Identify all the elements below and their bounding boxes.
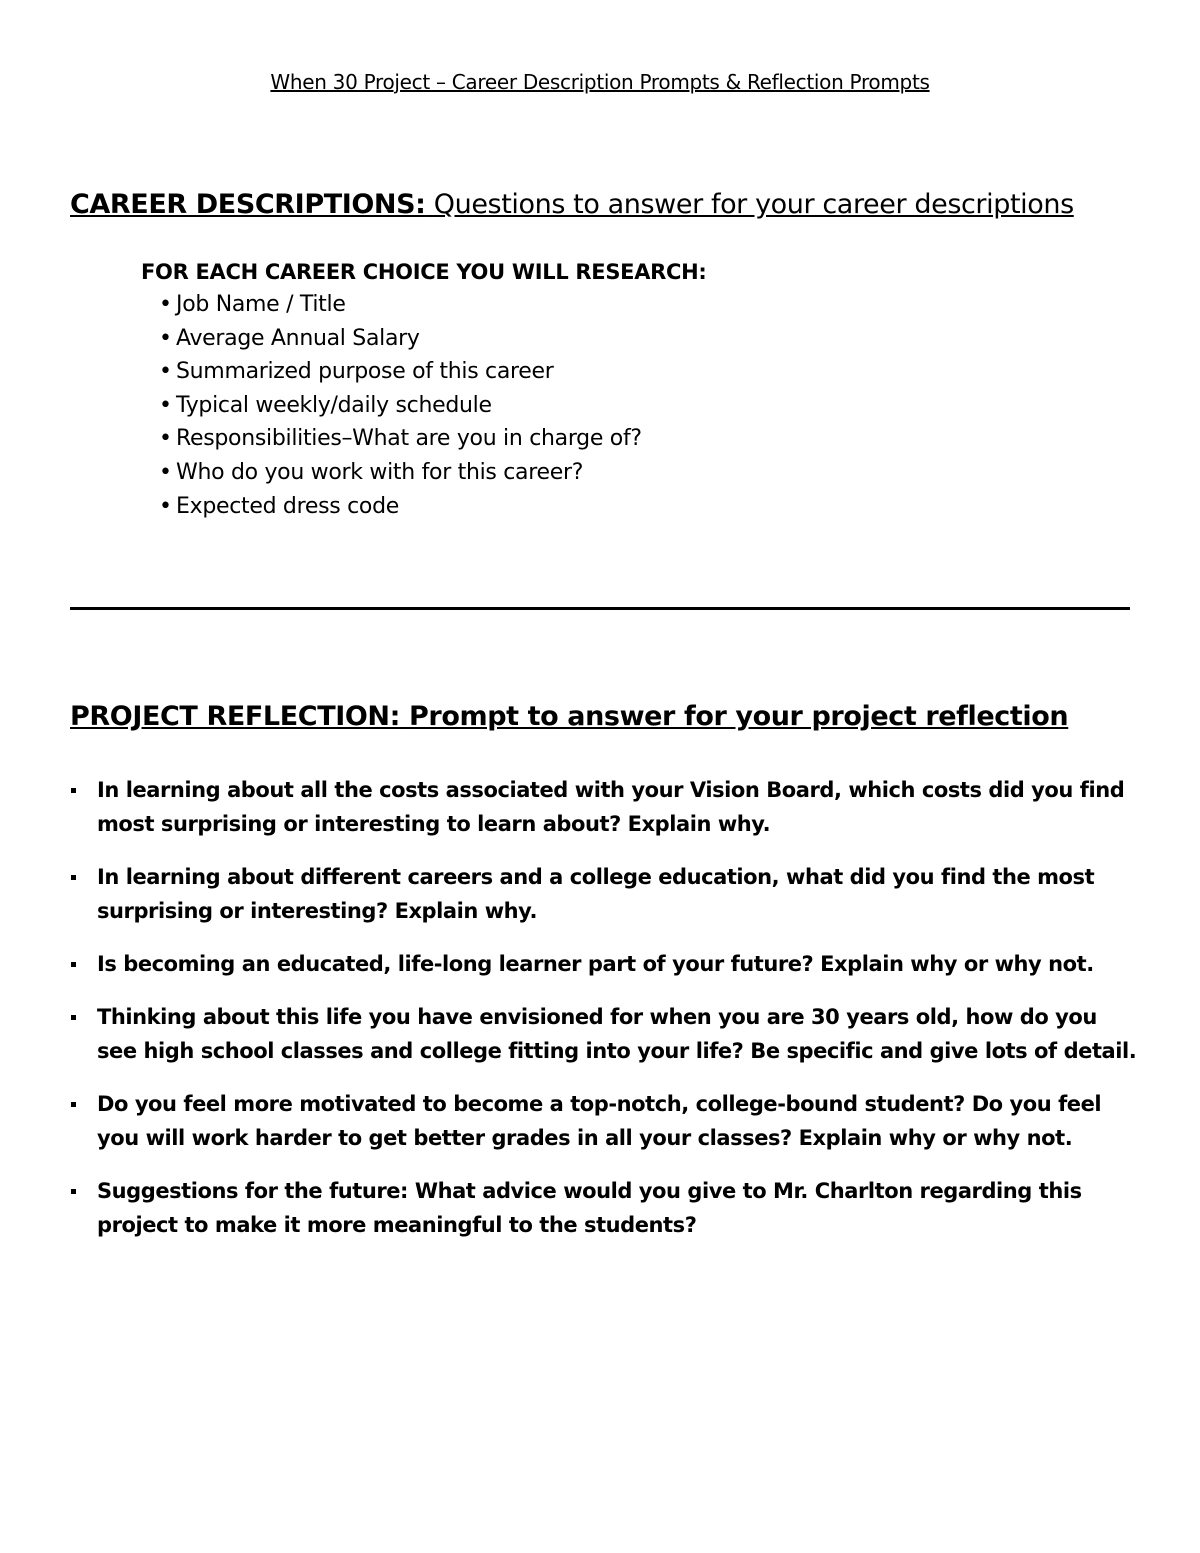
career-prompt-text: Typical weekly/daily schedule xyxy=(176,392,492,418)
career-descriptions-heading xyxy=(70,189,1074,220)
career-prompts-block xyxy=(141,258,707,525)
career-prompt-item xyxy=(159,424,707,458)
career-prompt-text: Who do you work with for this career? xyxy=(176,459,584,485)
reflection-prompt-text: In learning about all the costs associated with your Vision Board, which costs did you find most surprising or interesting to learn about? Explain why. xyxy=(97,778,1125,836)
square-bullet-icon xyxy=(71,1102,76,1107)
project-reflection-heading xyxy=(70,701,1068,732)
reflection-prompt-text: Suggestions for the future: What advice would you give to Mr. Charlton regarding this project to make it more meaningful to the students? xyxy=(97,1179,1082,1237)
reflection-prompt-item xyxy=(70,860,1140,928)
reflection-prompt-item xyxy=(70,773,1140,841)
reflection-prompt-item xyxy=(70,1000,1140,1068)
reflection-prompt-text: Thinking about this life you have envisioned for when you are 30 years old, how do you see high school classes and college fitting into your life? Be specific and give lots of detail. xyxy=(97,1005,1137,1063)
career-prompt-text: Job Name / Title xyxy=(176,292,346,317)
square-bullet-icon xyxy=(71,1015,76,1020)
bullet-icon: • xyxy=(159,392,172,418)
reflection-prompt-text: In learning about different careers and a college education, what did you find the most surprising or interesting? Explain why. xyxy=(97,865,1095,923)
square-bullet-icon xyxy=(71,962,76,967)
square-bullet-icon xyxy=(71,875,76,880)
career-heading-lead: CAREER DESCRIPTIONS: xyxy=(70,189,426,220)
career-prompt-text: Summarized purpose of this career xyxy=(176,359,554,385)
career-prompt-text: Expected dress code xyxy=(176,493,399,519)
document-title: When 30 Project – Career Description Prompts & Reflection Prompts xyxy=(270,70,930,94)
career-prompt-list xyxy=(141,290,707,525)
section-divider xyxy=(70,607,1130,610)
reflection-prompt-item xyxy=(70,1174,1140,1242)
career-prompt-item xyxy=(159,357,707,391)
bullet-icon: • xyxy=(159,493,172,519)
reflection-prompt-item xyxy=(70,1087,1140,1155)
reflection-prompt-text: Is becoming an educated, life-long learner part of your future? Explain why or why not. xyxy=(97,952,1094,976)
career-prompt-item xyxy=(159,492,707,526)
bullet-icon: • xyxy=(159,292,172,317)
square-bullet-icon xyxy=(71,1189,76,1194)
career-prompt-item xyxy=(159,458,707,492)
reflection-prompt-item xyxy=(70,947,1140,981)
reflection-prompt-list xyxy=(70,773,1140,1261)
reflection-prompt-text: Do you feel more motivated to become a top-notch, college-bound student? Do you feel you will work harder to get better grades in all your classes? Explain why or why not. xyxy=(97,1092,1102,1150)
career-prompt-text: Responsibilities–What are you in charge of? xyxy=(176,426,642,452)
bullet-icon: • xyxy=(159,325,172,351)
career-heading-rest: Questions to answer for your career descriptions xyxy=(425,189,1074,220)
career-subheading: FOR EACH CAREER CHOICE YOU WILL RESEARCH: xyxy=(141,260,707,284)
career-prompt-item xyxy=(159,290,707,324)
reflection-heading-rest: Prompt to answer for your project reflection xyxy=(400,701,1069,732)
career-prompt-item xyxy=(159,391,707,425)
square-bullet-icon xyxy=(71,788,76,793)
bullet-icon: • xyxy=(159,359,172,385)
career-prompt-item xyxy=(159,324,707,358)
reflection-heading-lead: PROJECT REFLECTION: xyxy=(70,701,401,732)
bullet-icon: • xyxy=(159,459,172,485)
career-prompt-text: Average Annual Salary xyxy=(176,325,420,351)
bullet-icon: • xyxy=(159,426,172,452)
